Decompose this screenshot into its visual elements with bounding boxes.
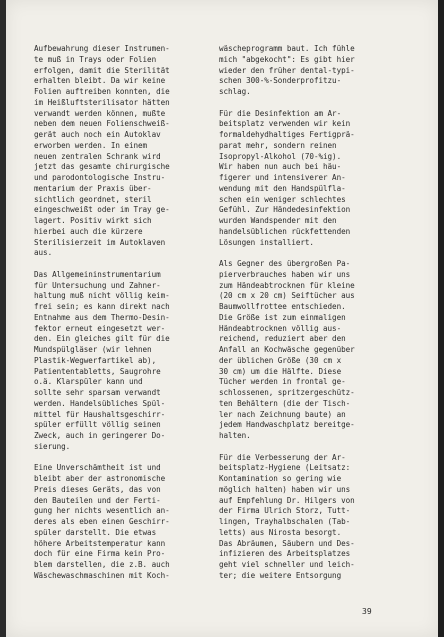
text-line: Für die Verbesserung der Ar- xyxy=(219,452,346,462)
text-line: den. Ein gleiches gilt für die xyxy=(34,334,170,344)
text-line: reichend, reduziert aber den xyxy=(219,334,346,344)
text-line: lingen, Trayhalbschalen (Tab- xyxy=(219,517,351,526)
text-line: (20 cm x 20 cm) Seiftücher aus xyxy=(219,291,355,301)
text-line: sichtlich geordnet, steril xyxy=(34,194,152,204)
text-line: wieder den früher dental-typi- xyxy=(219,65,355,75)
text-line: Folien auftreiben konnten, die xyxy=(34,87,170,96)
text-line: lagert. Positiv wirkt sich xyxy=(34,216,152,225)
text-line: Aufbewahrung dieser Instrumen- xyxy=(34,44,170,53)
text-line: Eine Unverschämtheit ist und xyxy=(34,463,161,473)
text-line: Das Abräumen, Säubern und Des- xyxy=(219,538,355,548)
text-line: ter; die weitere Entsorgung xyxy=(219,570,342,580)
text-line: spüler darstellt. Die etwas xyxy=(34,527,157,537)
text-line: werden. Handelsübliches Spül- xyxy=(34,398,166,408)
text-line: im Heißluftsterilisator hätten xyxy=(34,97,170,107)
text-line: formaldehydhaltiges Fertigprä- xyxy=(219,130,355,139)
text-line: der üblichen Größe (30 cm x xyxy=(219,355,342,365)
text-line: schlossenen, spritzergeschütz- xyxy=(219,388,355,397)
text-line: letts) aus Nirosta besorgt. xyxy=(219,527,342,537)
text-line: doch für eine Firma kein Pro- xyxy=(34,549,166,559)
text-line: Plastik-Wegwerfartikel ab), xyxy=(34,355,157,365)
text-line: wendung mit den Handspülfla- xyxy=(219,183,346,193)
text-line: sollte sehr sparsam verwandt xyxy=(34,388,161,397)
text-line: wäscheprogramm baut. Ich fühle xyxy=(219,44,355,53)
paragraph xyxy=(219,44,389,98)
text-line: mittel für Haushaltsgeschirr- xyxy=(34,409,166,419)
text-line: für Untersuchung und Zahner- xyxy=(34,280,161,290)
text-line: Wir haben nun auch bei häu- xyxy=(219,162,342,172)
text-line: Als Gegner des übergroßen Pa- xyxy=(219,259,351,268)
text-line: geht viel schneller und leich- xyxy=(219,560,355,569)
page-number: 39 xyxy=(362,607,372,616)
text-line: haltung muß nicht völlig keim- xyxy=(34,291,170,301)
text-line: auf Empfehlung Dr. Hilgers von xyxy=(219,495,355,505)
right-text-column xyxy=(219,44,389,592)
text-line: figerer und intensiverer An- xyxy=(219,173,346,182)
text-line: Gefühl. Zur Händedesinfektion xyxy=(219,205,351,215)
text-line: Händeabtrocknen völlig aus- xyxy=(219,323,342,333)
text-line: fektor erneut eingesetzt wer- xyxy=(34,323,166,333)
text-line: Anfall an Kochwäsche gegenüber xyxy=(219,345,355,354)
text-line: hierbei auch die kürzere xyxy=(34,226,143,236)
text-line: der Firma Ulrich Storz, Tutt- xyxy=(219,506,351,516)
text-line: spüler erfüllt völlig seinen xyxy=(34,420,161,430)
text-line: o.ä. Klarspüler kann und xyxy=(34,377,143,387)
text-line: jedem Handwaschplatz bereitge- xyxy=(219,420,355,430)
text-line: Tücher werden in frontal ge- xyxy=(219,377,346,387)
text-line: infizieren des Arbeitsplatzes xyxy=(219,549,351,559)
text-line: höhere Arbeitstemperatur kann xyxy=(34,538,166,548)
scan-edge xyxy=(438,0,444,637)
document-page xyxy=(6,0,439,637)
text-line: Zweck, auch in geringerer Do- xyxy=(34,431,166,440)
text-line: möglich halten) haben wir uns xyxy=(219,484,351,494)
text-line: Isopropyl-Alkohol (70-%ig). xyxy=(219,151,342,161)
text-line: zum Händeabtrocknen für kleine xyxy=(219,280,355,290)
text-line: schen ein weniger schlechtes xyxy=(219,194,346,204)
text-line: aus. xyxy=(34,248,53,258)
text-line: Mundspülgläser (wir lehnen xyxy=(34,345,152,354)
text-line: ler nach Zeichnung baute) an xyxy=(219,409,346,419)
paragraph xyxy=(34,44,200,259)
text-line: erhalten bleibt. Da wir keine xyxy=(34,76,166,86)
text-line: frei sein; es kann direkt nach xyxy=(34,302,170,311)
text-line: Das Allgemeininstrumentarium xyxy=(34,269,161,279)
text-line: Sterilisierzeit im Autoklaven xyxy=(34,237,166,247)
text-line: gung her nichts wesentlich an- xyxy=(34,506,170,516)
text-line: gerät auch noch ein Autoklav xyxy=(34,130,161,139)
text-line: mich "abgekocht": Es gibt hier xyxy=(219,54,355,64)
paragraph xyxy=(219,453,389,582)
text-line: te muß in Trays oder Folien xyxy=(34,54,157,64)
text-line: halten. xyxy=(219,431,251,440)
text-line: handelsüblichen rückfettenden xyxy=(219,226,351,236)
text-line: Für die Desinfektion am Ar- xyxy=(219,108,342,118)
text-line: mentarium der Praxis über- xyxy=(34,183,152,193)
text-line: 30 cm) um die Hälfte. Diese xyxy=(219,366,342,376)
text-line: beitsplatz-Hygiene (Leitsatz: xyxy=(219,463,351,473)
text-line: beitsplatz verwenden wir kein xyxy=(219,119,351,129)
paragraph xyxy=(34,463,200,581)
text-line: neben dem neuen Folienschweiß- xyxy=(34,119,170,129)
paragraph xyxy=(34,270,200,453)
text-line: jetzt das gesamte chirurgische xyxy=(34,162,170,172)
text-line: bleibt aber der astronomische xyxy=(34,474,166,483)
text-line: und parodontologische Instru- xyxy=(34,173,166,182)
text-line: eingeschweißt oder im Tray ge- xyxy=(34,205,170,215)
text-line: Die Größe ist zum einmaligen xyxy=(219,312,346,322)
text-line: erfolgen, damit die Sterilität xyxy=(34,65,170,75)
text-line: Entnahme aus dem Thermo-Desin- xyxy=(34,312,170,322)
text-line: Lösungen installiert. xyxy=(219,237,314,247)
text-line: erworben werden. In einem xyxy=(34,140,148,150)
text-line: Patiententabletts, Saugrohre xyxy=(34,366,161,376)
text-line: Preis dieses Geräts, das von xyxy=(34,484,161,494)
paragraph xyxy=(219,259,389,442)
text-line: deres als eben einen Geschirr- xyxy=(34,517,170,526)
text-line: schen 300-%-Sonderprofitzu- xyxy=(219,76,342,86)
text-line: sierung. xyxy=(34,441,71,451)
left-text-column xyxy=(34,44,200,592)
text-line: verwandt werden können, mußte xyxy=(34,108,166,118)
text-line: pierverbrauches haben wir uns xyxy=(219,269,351,279)
text-line: Wäschewaschmaschinen mit Koch- xyxy=(34,570,170,580)
text-line: ten Behältern (die der Tisch- xyxy=(219,398,351,408)
text-line: wurden Wandspender mit den xyxy=(219,216,337,225)
text-line: neuen zentralen Schrank wird xyxy=(34,151,161,161)
text-line: den Bauteilen und der Ferti- xyxy=(34,495,161,505)
text-line: Baumwollfrottee entschieden. xyxy=(219,302,346,311)
text-line: schlag. xyxy=(219,87,251,96)
text-line: blem darstellen, die z.B. auch xyxy=(34,560,170,569)
text-line: parat mehr, sondern reinen xyxy=(219,140,337,150)
paragraph xyxy=(219,109,389,249)
text-line: Kontamination so gering wie xyxy=(219,474,342,483)
